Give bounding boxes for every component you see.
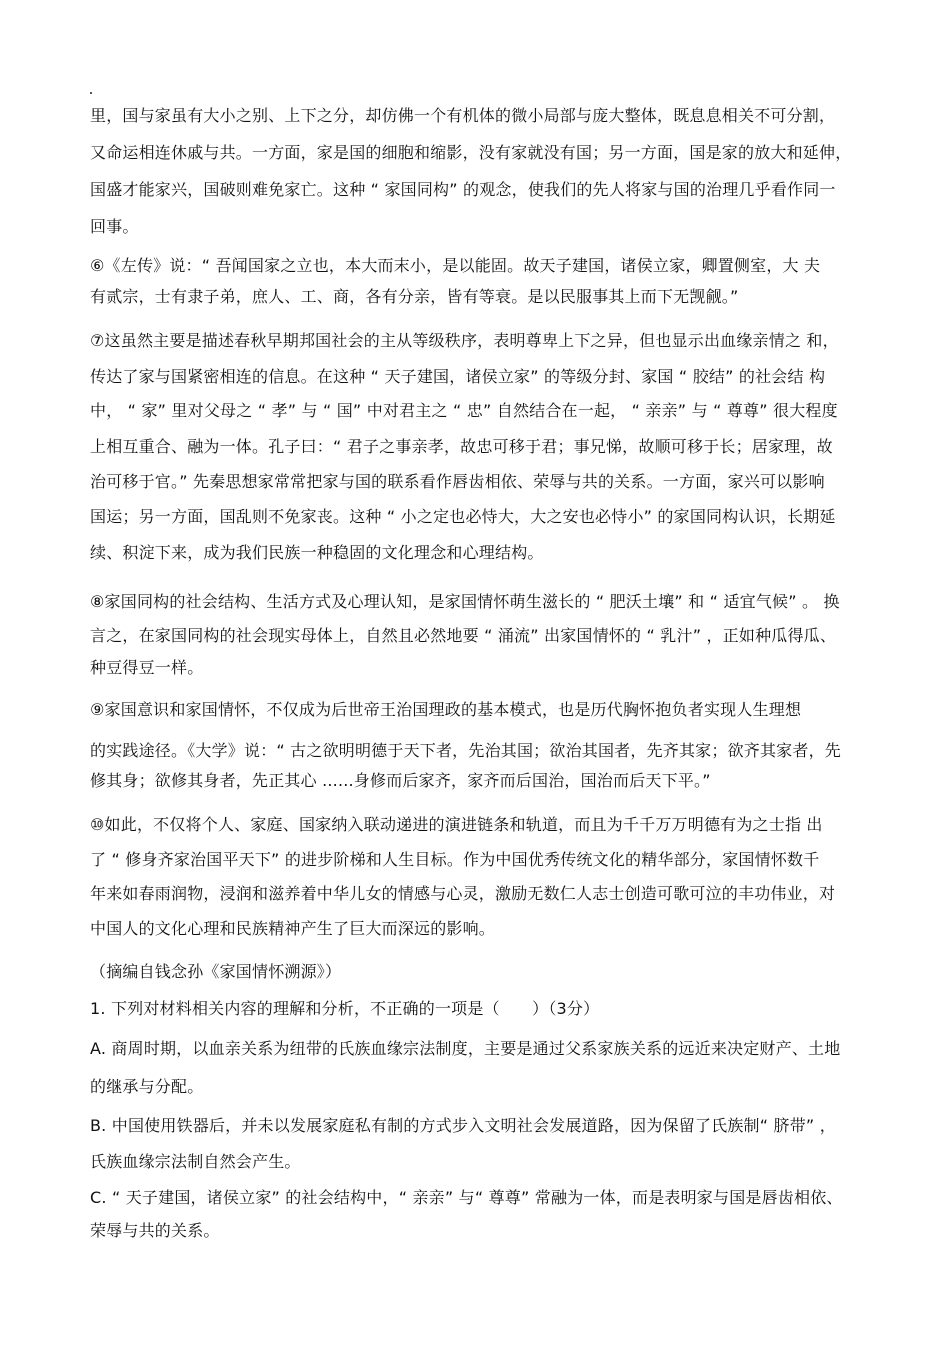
text-line: 中， “ 家” 里对父母之 “ 孝” 与 “ 国” 中对君主之 “ 忠” 自然结合在一起， “ 亲亲” 与 “ 尊尊” 很大程度 — [90, 401, 838, 420]
text-line: 又命运相连休戚与共。一方面，家是国的细胞和缩影，没有家就没有国；另一方面，国是家的放大和延伸， — [90, 143, 852, 162]
option-b-continued: 氏族血缘宗法制自然会产生。 — [90, 1152, 301, 1171]
text-line: 言之，在家国同构的社会现实母体上，自然且必然地要 “ 涌流” 出家国情怀的 “ 乳汁” ，正如种瓜得瓜、 — [90, 626, 837, 645]
text-line: ⑥《左传》说：“ 吾闻国家之立也，本大而末小，是以能固。故天子建国，诸侯立家，卿置侧室，大 夫 — [90, 256, 821, 275]
option-c-continued: 荣辱与共的关系。 — [90, 1221, 220, 1240]
text-line: 种豆得豆一样。 — [90, 658, 204, 677]
option-b: B. 中国使用铁器后，并未以发展家庭私有制的方式步入文明社会发展道路，因为保留了氏族制“ 脐带” ， — [90, 1116, 836, 1135]
text-line: 了 “ 修身齐家治国平天下” 的进步阶梯和人生目标。作为中国优秀传统文化的精华部分，家国情怀数千 — [90, 850, 820, 869]
text-line: 国盛才能家兴，国破则难免家亡。这种 “ 家国同构” 的观念，使我们的先人将家与国的治理几乎看作同一 — [90, 180, 836, 199]
text-line: 国运；另一方面，国乱则不免家丧。这种 “ 小之定也必恃大，大之安也必恃小” 的家国同构认识，长期延 — [90, 507, 836, 526]
text-line: ⑦这虽然主要是描述春秋早期邦国社会的主从等级秩序，表明尊卑上下之异，但也显示出血缘亲情之 和， — [90, 331, 839, 350]
text-line: 治可移于官。” 先秦思想家常常把家与国的联系看作唇齿相依、荣辱与共的关系。一方面，家兴可以影响 — [90, 472, 825, 491]
text-line: ⑧家国同构的社会结构、生活方式及心理认知，是家国情怀萌生滋长的 “ 肥沃土壤” 和 “ 适宜气候” 。 换 — [90, 592, 840, 611]
text-line: 修其身；欲修其身者，先正其心 ......身修而后家齐，家齐而后国治，国治而后天下平。” — [90, 771, 711, 790]
option-c: C. “ 天子建国，诸侯立家” 的社会结构中，“ 亲亲” 与“ 尊尊” 常融为一体，而是表明家与国是唇齿相依、 — [90, 1188, 843, 1207]
text-line: 里，国与家虽有大小之别、上下之分，却仿佛一个有机体的微小局部与庞大整体，既息息相关不可分割， — [90, 106, 836, 125]
text-line: ⑩如此，不仅将个人、家庭、国家纳入联动递进的演进链条和轨道，而且为千千万万明德有为之士指 出 — [90, 815, 823, 834]
source-attribution: （摘编自钱念孙《家国情怀溯源》） — [90, 962, 342, 981]
option-a: A. 商周时期，以血亲关系为纽带的氏族血缘宗法制度，主要是通过父系家族关系的远近来决定财产、土地 — [90, 1039, 841, 1058]
text-line: ⑨家国意识和家国情怀，不仅成为后世帝王治国理政的基本模式，也是历代胸怀抱负者实现人生理想 — [90, 700, 802, 719]
question-stem: 1. 下列对材料相关内容的理解和分析，不正确的一项是（ ）（3分） — [90, 999, 600, 1018]
text-line: 回事。 — [90, 217, 139, 236]
text-line: 续、积淀下来，成为我们民族一种稳固的文化理念和心理结构。 — [90, 543, 544, 562]
option-a-continued: 的继承与分配。 — [90, 1077, 204, 1096]
margin-mark — [90, 92, 92, 94]
text-line: 的实践途径。《大学》说：“ 古之欲明明德于天下者，先治其国；欲治其国者，先齐其家；欲齐其家者，先 — [90, 741, 841, 760]
text-line: 上相互重合、融为一体。孔子曰：“ 君子之事亲孝，故忠可移于君；事兄悌，故顺可移于长；居家理，故 — [90, 437, 833, 456]
text-line: 传达了家与国紧密相连的信息。在这种 “ 天子建国，诸侯立家” 的等级分封、家国 “ 胶结” 的社会结 构 — [90, 367, 826, 386]
text-line: 中国人的文化心理和民族精神产生了巨大而深远的影响。 — [90, 919, 496, 938]
text-line: 年来如春雨润物，浸润和滋养着中华儿女的情感与心灵，激励无数仁人志士创造可歌可泣的丰功伟业，对 — [90, 884, 836, 903]
text-line: 有贰宗，士有隶子弟，庶人、工、商，各有分亲，皆有等衰。是以民服事其上而下无觊觎。” — [90, 287, 739, 306]
